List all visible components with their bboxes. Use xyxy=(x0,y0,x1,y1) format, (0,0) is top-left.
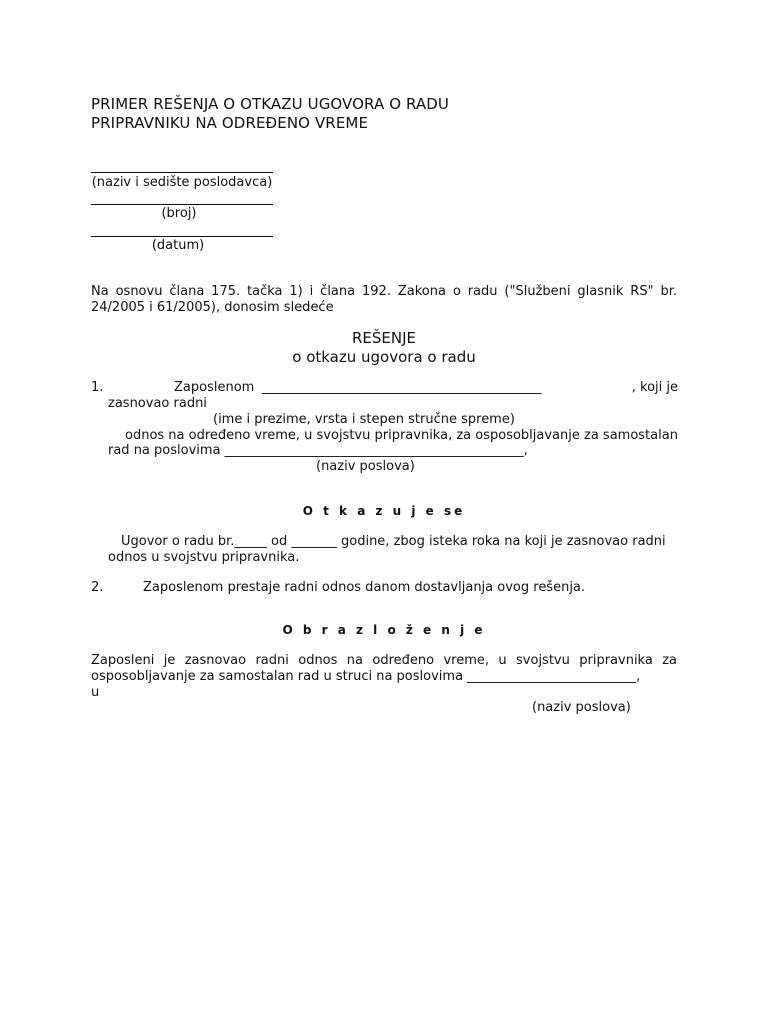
item1-line3: odnos na određeno vreme, u svojstvu pripravnika, za osposobljavanje za samostalan xyxy=(125,428,678,443)
otkazuje-heading: O t k a z u j e se xyxy=(302,504,466,518)
number-label: (broj) xyxy=(161,206,197,221)
item2-number: 2. xyxy=(91,580,104,595)
otkazuje-line1: Ugovor o radu br._____ od _______ godine, zbog isteka roka na koji je zasnovao radni xyxy=(121,534,666,549)
date-label: (datum) xyxy=(151,238,205,253)
obrazlozenje-heading: O b r a z l o ž e n j e xyxy=(282,623,486,637)
item1-koji-je: , koji je xyxy=(631,380,678,395)
obrazlozenje-line1: Zaposleni je zasnovao radni odnos na određeno vreme, u svojstvu pripravnika za xyxy=(91,653,677,668)
preamble-line1: Na osnovu člana 175. tačka 1) i člana 192. Zakona o radu ("Službeni glasnik RS" br. xyxy=(91,284,677,299)
item1-name-hint: (ime i prezime, vrsta i stepen stručne spreme) xyxy=(213,412,515,427)
obrazlozenje-line2: osposobljavanje za samostalan rad u struci na poslovima __________________________, xyxy=(91,669,641,684)
document-title-line1: PRIMER REŠENJA O OTKAZU UGOVORA O RADU xyxy=(91,95,449,113)
number-blank-line xyxy=(91,204,273,205)
otkazuje-line2: odnos u svojstvu pripravnika. xyxy=(108,550,300,565)
item1-name-blank: ___________________________________________ xyxy=(262,380,542,395)
date-blank-line xyxy=(91,236,273,237)
document-title-line2: PRIPRAVNIKU NA ODREĐENO VREME xyxy=(91,114,369,132)
employer-label: (naziv i sedište poslodavca) xyxy=(91,175,273,190)
employer-blank-line xyxy=(91,172,273,173)
item1-number: 1. xyxy=(91,380,104,395)
item1-job-hint: (naziv poslova) xyxy=(316,459,415,474)
item2-text: Zaposlenom prestaje radni odnos danom dostavljanja ovog rešenja. xyxy=(143,580,586,595)
item1-employee-word: Zaposlenom xyxy=(174,380,255,395)
obrazlozenje-job-hint: (naziv poslova) xyxy=(532,700,631,715)
obrazlozenje-line3: u xyxy=(91,685,100,700)
decision-subheading: o otkazu ugovora o radu xyxy=(292,348,476,366)
item1-line2: zasnovao radni xyxy=(108,396,207,411)
item1-line4: rad na poslovima ______________________________________________, xyxy=(108,443,528,458)
preamble-line2: 24/2005 i 61/2005), donosim sledeće xyxy=(91,300,334,315)
decision-heading: REŠENJE xyxy=(351,329,417,347)
